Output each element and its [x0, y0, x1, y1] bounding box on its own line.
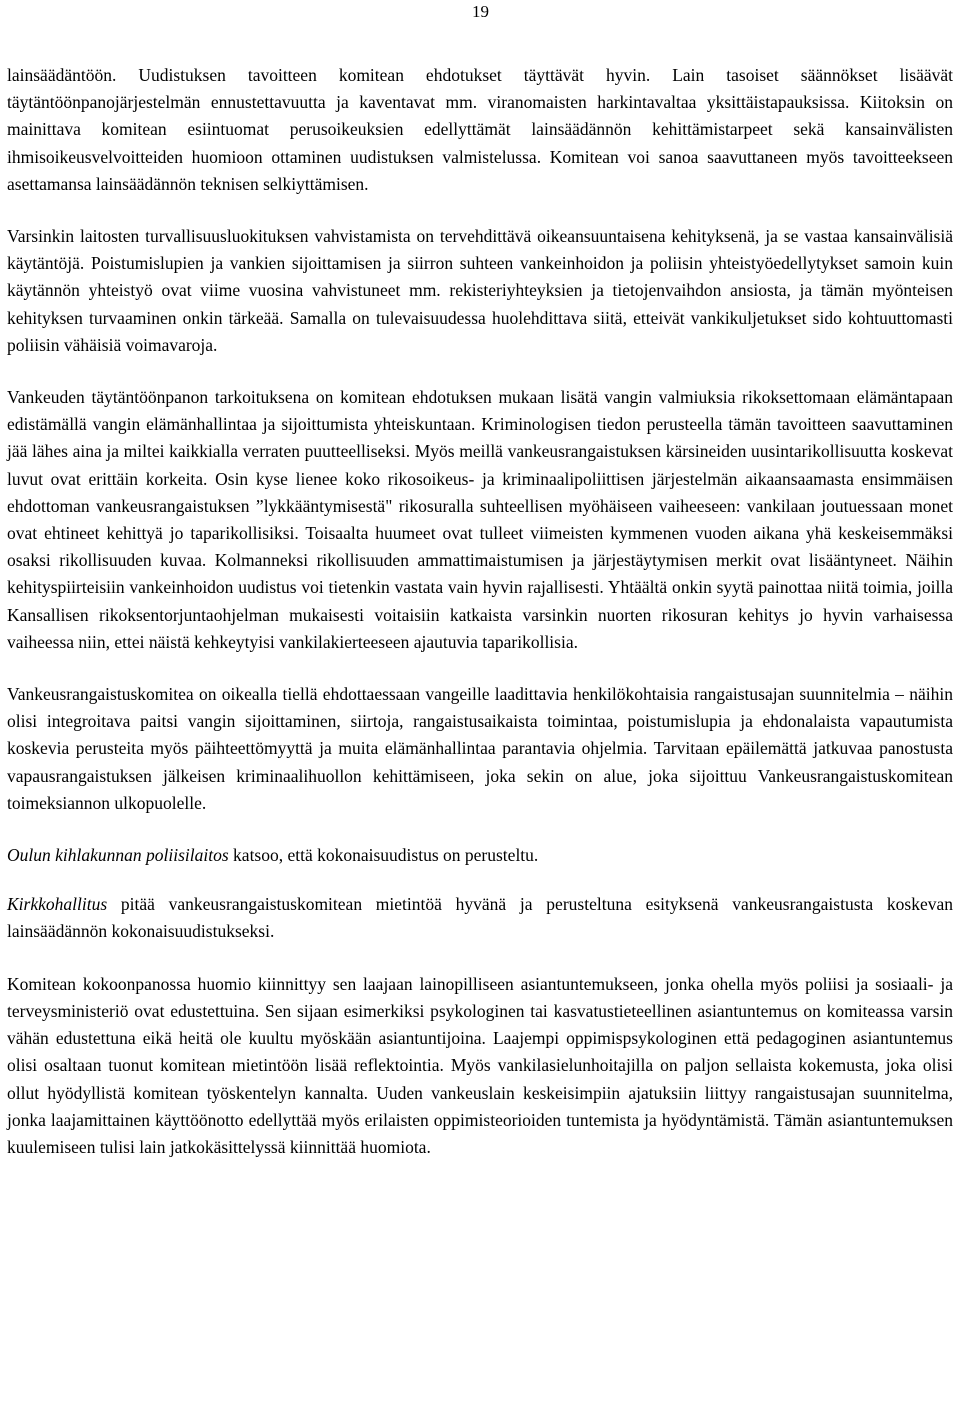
paragraph-legislation-goals: lainsäädäntöön. Uudistuksen tavoitteen komitean ehdotukset täyttävät hyvin. Lain tasoiset säännökset lisäävät täytäntöönpanojärjestelmän ennustettavuutta ja kaventavat mm. viranomaisten harkintavaltaa yksittäistapauksissa. Kiitoksin on mainittava komitean esiintuomat perusoikeuksien edellyttämät lainsäädännön kehittämistarpeet sekä kansainvälisten ihmisoikeusvelvoitteiden huomioon ottaminen uudistuksen valmistelussa. Komitean voi sanoa saavuttaneen myös tavoitteekseen asettamansa lainsäädännön teknisen selkiyttämisen. [7, 65, 953, 194]
organization-name: Oulun kihlakunnan poliisilaitos [7, 845, 229, 866]
document-body [7, 62, 953, 1186]
paragraph-enforcement-purpose: Vankeuden täytäntöönpanon tarkoituksena on komitean ehdotuksen mukaan lisätä vangin valmiuksia rikoksettomaan elämäntapaan edistämällä vangin elämänhallintaa ja sijoittumista yhteiskuntaan. Kriminologisen tiedon perusteella tämän tavoitteen saavuttaminen jää lähes aina ja miltei kaikkialla verraten puutteelliseksi. Myös meillä vankeusrangaistuksen kärsineiden uusintarikollisuutta koskevat luvut ovat erittäin korkeita. Osin kyse lienee koko rikosoikeus- ja kriminaalipoliittisen järjestelmän aikaansaamasta ensimmäisen ehdottoman vankeusrangaistuksen ”lykkääntymisestä" rikosuralla suhteellisen myöhäiseen vaiheeseen: vankilaan joutuessaan monet ovat ehtineet kehittyä jo taparikollisiksi. Toisaalta huumeet ovat tulleet viimeisten kymmenen vuoden aikana yhä keskeisemmäksi osaksi rikollisuuden kuvaa. Kolmanneksi rikollisuuden ammattimaistumisen ja järjestäytymisen merkit ovat lisääntyneet. Näihin kehityspiirteisiin vankeinhoidon uudistus voi tietenkin vastata vain hyvin rajallisesti. Yhtäältä onkin syytä painottaa niitä toimia, joilla Kansallisen rikoksentorjuntaohjelman mukaisesti voitaisiin katkaista varsinkin nuorten rikosuran kehitys jo hyvin varhaisessa vaiheessa niin, ettei näistä kehkeytyisi vankilakierteeseen ajautuvia taparikollisia. [7, 387, 953, 652]
paragraph-security-classification: Varsinkin laitosten turvallisuusluokituksen vahvistamista on tervehdittävä oikeansuuntaisena kehityksenä, ja se vastaa kansainvälisiä käytäntöjä. Poistumislupien ja vankien sijoittamisen ja siirron suhteen vankeinhoidon ja poliisin yhteistyöedellytykset samoin kuin käytännön yhteistyö ovat viime vuosina vahvistuneet mm. rekisteriyhteyksien ja tietojenvaihdon ansiosta, ja tämän myönteisen kehityksen turvaaminen onkin tärkeää. Samalla on tulevaisuudessa huolehdittava siitä, etteivät vankikuljetukset sido kohtuuttomasti poliisin vähäisiä voimavaroja. [7, 226, 953, 355]
paragraph-committee-composition: Komitean kokoonpanossa huomio kiinnittyy sen laajaan lainopilliseen asiantuntemukseen, jonka ohella myös poliisi ja sosiaali- ja terveysministeriö ovat edustettuina. Sen sijaan esimerkiksi psykologinen tai kasvatustieteellinen asiantuntemus on komiteassa varsin vähän edustettuna eikä heitä ole kuultu myöskään asiantuntijoina. Laajempi oppimispsykologinen että pedagoginen asiantuntemus olisi osaltaan tuonut komitean mietintöön lisää reflektointia. Myös vankilasielunhoitajilla on paljon sellaista kokemusta, joka olisi ollut hyödyllistä komitean työskentelyn kannalta. Uuden vankeuslain keskeisimpiin ajatuksiin liittyy rangaistusajan suunnitelma, jonka laajamittainen käyttöönotto edellyttää myös erilaisten oppimisteorioiden tuntemista ja hyödyntämistä. Tämän asiantuntemuksen kuulemiseen tulisi lain jatkokäsittelyssä kiinnittää huomiota. [7, 973, 953, 1157]
paragraph-oulu-police [7, 842, 953, 869]
organization-name: Kirkkohallitus [7, 894, 108, 915]
paragraph-sentence-plans: Vankeusrangaistuskomitea on oikealla tiellä ehdottaessaan vangeille laadittavia henkilökohtaisia rangaistusajan suunnitelmia – näihin olisi integroitava paitsi vangin sijoittaminen, siirtoja, rangaistusaikaista toimintaa, poistumislupia ja ehdonalaista vapautumista koskevia perusteita myös päihteettömyyttä ja muita elämänhallintaa parantavia ohjelmia. Tarvitaan epäilemättä jatkuvaa panostusta vapausrangaistuksen jälkeisen kriminaalihuollon kehittämiseen, joka sekin on alue, joka sijoittuu Vankeusrangaistuskomitean toimeksiannon ulkopuolelle. [7, 684, 953, 813]
statement-text: pitää vankeusrangaistuskomitean mietintöä hyvänä ja perusteltuna esityksenä vankeusrangaistusta koskevan lainsäädännön kokonaisuudistukseksi. [7, 894, 953, 942]
page-number: 19 [472, 2, 489, 21]
statement-text: katsoo, että kokonaisuudistus on perusteltu. [228, 845, 539, 866]
paragraph-church-council [7, 891, 953, 945]
